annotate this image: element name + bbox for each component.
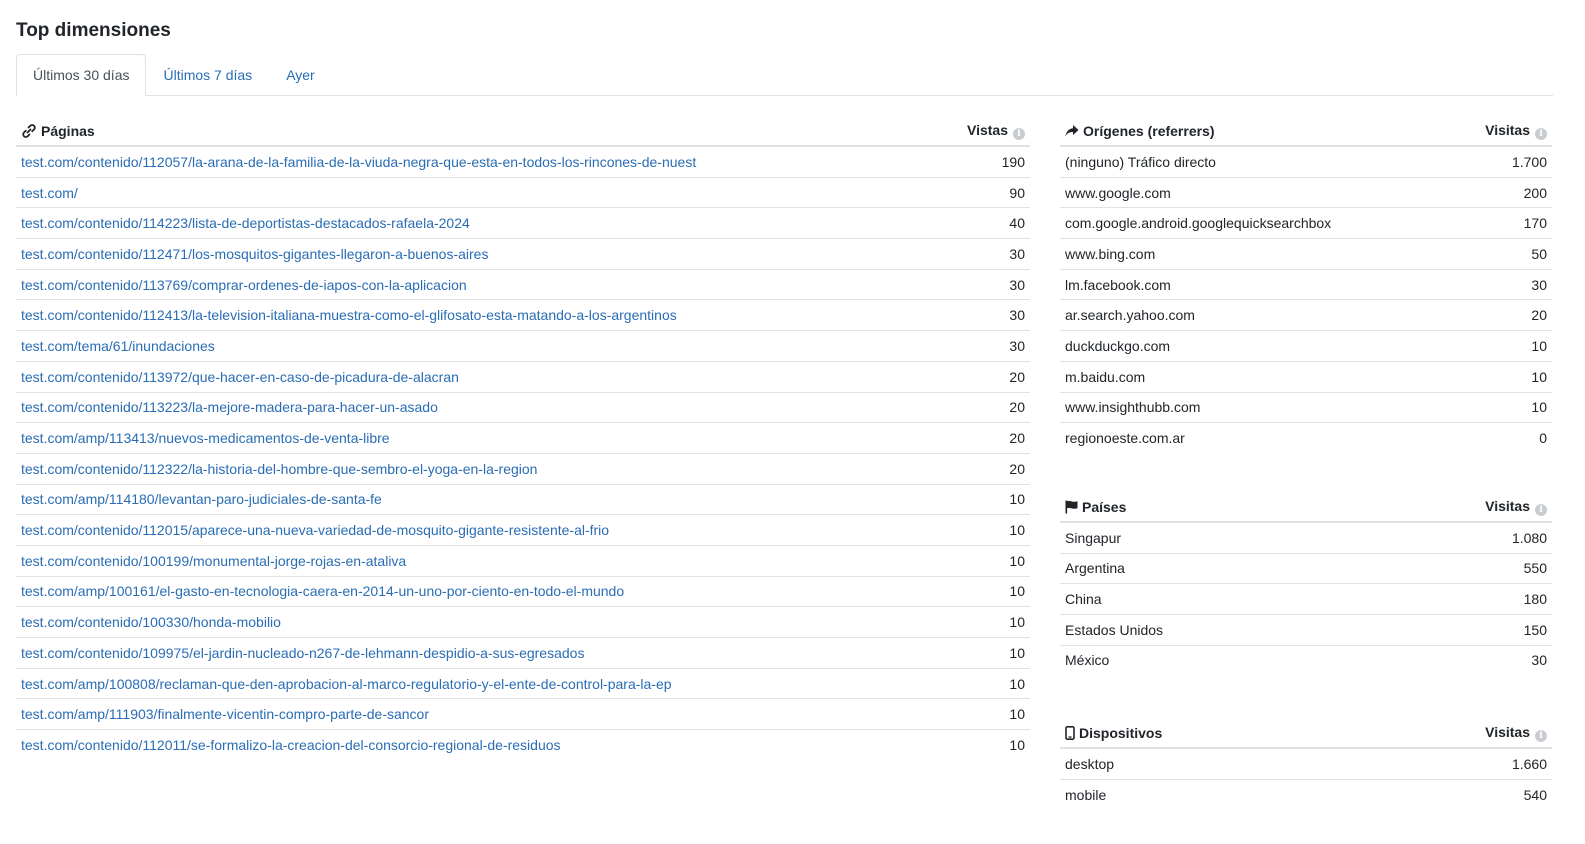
referrer-row-label: com.google.android.googlequicksearchbox <box>1065 215 1332 232</box>
referrer-row-value: 50 <box>1450 239 1552 270</box>
page-row-label-cell <box>16 668 938 699</box>
page-row-value: 10 <box>1009 736 1025 753</box>
devices-table-body <box>1060 748 1552 809</box>
page-row-label-cell <box>16 392 938 423</box>
mobile-icon <box>1065 726 1075 740</box>
referrers-section <box>1060 117 1552 453</box>
device-row-label: mobile <box>1065 786 1107 803</box>
info-icon[interactable]: i <box>1535 128 1547 140</box>
country-row-label: Singapur <box>1065 529 1122 546</box>
page-row-value: 30 <box>938 300 1030 331</box>
page-link[interactable]: test.com/tema/61/inundaciones <box>21 337 215 354</box>
referrer-row-label-cell <box>1060 331 1450 362</box>
country-row <box>1060 614 1552 645</box>
countries-metric-label: Visitas <box>1485 497 1530 514</box>
page-link[interactable]: test.com/contenido/100199/monumental-jorge-rojas-en-ataliva <box>21 552 407 569</box>
referrer-row-value: 10 <box>1450 392 1552 423</box>
countries-section <box>1060 493 1552 675</box>
tab-last-30-days[interactable]: Últimos 30 días <box>16 54 146 96</box>
info-icon[interactable]: i <box>1535 504 1547 516</box>
country-row-label-cell <box>1060 645 1355 675</box>
page-row-label-cell <box>16 331 938 362</box>
page-link[interactable]: test.com/contenido/114223/lista-de-deportistas-destacados-rafaela-2024 <box>21 215 470 232</box>
info-icon[interactable]: i <box>1535 730 1547 742</box>
page-link[interactable]: test.com/contenido/112011/se-formalizo-la-creacion-del-consorcio-regional-de-residuos <box>21 736 561 753</box>
page-row-label-cell <box>16 484 938 515</box>
page-row <box>16 453 1030 484</box>
page-row <box>16 146 1030 177</box>
page-row-label-cell <box>16 453 938 484</box>
page-row <box>16 423 1030 454</box>
page-link[interactable]: test.com/contenido/112057/la-arana-de-la-familia-de-la-viuda-negra-que-esta-en-todos-los-rincones-de-nuest <box>21 153 697 170</box>
page-link[interactable]: test.com/contenido/112015/aparece-una-nueva-variedad-de-mosquito-gigante-resistente-al-frio <box>21 522 610 539</box>
page-row <box>16 730 1030 760</box>
referrer-row-value: 10 <box>1450 361 1552 392</box>
page-row <box>16 484 1030 515</box>
country-row-label-cell <box>1060 584 1355 615</box>
countries-metric-header <box>1355 493 1552 522</box>
right-column <box>1060 117 1552 810</box>
page-row-label-cell <box>16 300 938 331</box>
device-row-label-cell <box>1060 780 1355 810</box>
page-link[interactable]: test.com/contenido/113972/que-hacer-en-caso-de-picadura-de-alacran <box>21 368 459 385</box>
page-row-value: 10 <box>938 699 1030 730</box>
page-link[interactable]: test.com/contenido/112322/la-historia-del-hombre-que-sembro-el-yoga-en-la-region <box>21 460 538 477</box>
flag-icon <box>1065 500 1078 514</box>
referrer-row-value: 170 <box>1450 208 1552 239</box>
page-row-label-cell <box>16 730 938 760</box>
country-row-label-cell <box>1060 522 1355 553</box>
country-row <box>1060 522 1552 553</box>
referrer-row <box>1060 239 1552 270</box>
page-row-label-cell <box>16 423 938 454</box>
page-link[interactable]: test.com/amp/113413/nuevos-medicamentos-de-venta-libre <box>21 430 390 447</box>
referrer-row-label: www.google.com <box>1065 184 1171 201</box>
country-row-value: 30 <box>1531 652 1547 669</box>
page-row-value: 90 <box>938 177 1030 208</box>
pages-metric-header <box>938 117 1030 146</box>
page-row <box>16 208 1030 239</box>
page-row-value: 30 <box>938 269 1030 300</box>
country-row-label: Argentina <box>1065 560 1125 577</box>
referrer-row <box>1060 208 1552 239</box>
referrer-row <box>1060 392 1552 423</box>
country-row-label: Estados Unidos <box>1065 621 1164 638</box>
referrer-row-value: 200 <box>1450 177 1552 208</box>
referrers-metric-label: Visitas <box>1485 122 1530 138</box>
referrer-row-label: www.insighthubb.com <box>1065 399 1201 416</box>
device-row <box>1060 748 1552 779</box>
page-row <box>16 300 1030 331</box>
page-row-label-cell <box>16 146 938 177</box>
page-row <box>16 576 1030 607</box>
referrer-row-value: 10 <box>1450 331 1552 362</box>
country-row-label-cell <box>1060 614 1355 645</box>
referrer-row-label: (ninguno) Tráfico directo <box>1065 153 1216 170</box>
countries-header-label: Países <box>1082 498 1127 515</box>
page-row-value: 20 <box>938 453 1030 484</box>
referrer-row-label-cell <box>1060 300 1450 331</box>
page-link[interactable]: test.com/contenido/100330/honda-mobilio <box>21 614 281 631</box>
pages-metric-label: Vistas <box>967 122 1008 138</box>
period-tabs <box>16 54 1553 96</box>
referrer-row-label-cell <box>1060 208 1450 239</box>
referrer-row-label-cell <box>1060 146 1450 177</box>
page-row-label-cell <box>16 239 938 270</box>
device-row-value: 1.660 <box>1355 748 1552 779</box>
referrer-row-value: 1.700 <box>1450 146 1552 177</box>
pages-header <box>16 117 938 146</box>
referrer-row-label-cell <box>1060 392 1450 423</box>
link-icon <box>21 124 37 138</box>
referrers-table-body <box>1060 146 1552 453</box>
page-row-label-cell <box>16 269 938 300</box>
page-link[interactable]: test.com/contenido/113769/comprar-ordenes-de-iapos-con-la-aplicacion <box>21 276 467 293</box>
page-row-label-cell <box>16 177 938 208</box>
referrer-row-value: 20 <box>1450 300 1552 331</box>
page-row-label-cell <box>16 545 938 576</box>
page-link[interactable]: test.com/contenido/112471/los-mosquitos-gigantes-llegaron-a-buenos-aires <box>21 245 489 262</box>
page-row-value: 30 <box>938 239 1030 270</box>
page-row-label-cell <box>16 208 938 239</box>
devices-header-label: Dispositivos <box>1079 725 1163 742</box>
share-arrow-icon <box>1065 124 1079 138</box>
referrers-table <box>1060 117 1552 453</box>
device-row-label: desktop <box>1065 756 1115 773</box>
pages-section <box>16 117 1030 810</box>
country-row-value: 550 <box>1355 553 1552 584</box>
referrer-row-label: m.baidu.com <box>1065 368 1146 385</box>
page-link[interactable]: test.com/ <box>21 184 78 201</box>
devices-metric-label: Visitas <box>1485 724 1530 741</box>
country-row-value: 1.080 <box>1355 522 1552 553</box>
device-row-value: 540 <box>1523 786 1547 803</box>
country-row-label-cell <box>1060 553 1355 584</box>
page-link[interactable]: test.com/amp/100161/el-gasto-en-tecnologia-caera-en-2014-un-uno-por-ciento-en-todo-el-mundo <box>21 583 625 600</box>
page-link[interactable]: test.com/amp/114180/levantan-paro-judiciales-de-santa-fe <box>21 491 382 508</box>
page-row-value: 10 <box>938 638 1030 669</box>
page-row-value: 10 <box>938 484 1030 515</box>
page-row <box>16 361 1030 392</box>
device-row-label-cell <box>1060 748 1355 779</box>
page-row-value: 10 <box>938 576 1030 607</box>
page-row-label-cell <box>16 576 938 607</box>
page-row-label-cell <box>16 638 938 669</box>
devices-section <box>1060 719 1552 809</box>
page-row-value: 20 <box>938 361 1030 392</box>
referrers-metric-header <box>1450 117 1552 146</box>
referrer-row <box>1060 177 1552 208</box>
page-row-value: 10 <box>938 668 1030 699</box>
devices-metric-header <box>1355 719 1552 748</box>
page-row <box>16 638 1030 669</box>
page-row-label-cell <box>16 699 938 730</box>
country-row <box>1060 645 1552 675</box>
referrer-row-label-cell <box>1060 423 1450 453</box>
page-link[interactable]: test.com/contenido/109975/el-jardin-nucleado-n267-de-lehmann-despidio-a-sus-egresados <box>21 644 585 661</box>
page-row-label-cell <box>16 361 938 392</box>
referrer-row-label: regionoeste.com.ar <box>1065 430 1185 447</box>
page-row <box>16 239 1030 270</box>
country-row <box>1060 584 1552 615</box>
tab-yesterday[interactable]: Ayer <box>286 67 315 83</box>
country-row <box>1060 553 1552 584</box>
referrer-row <box>1060 146 1552 177</box>
pages-table-body <box>16 146 1030 760</box>
referrers-header-label: Orígenes (referrers) <box>1083 123 1215 139</box>
pages-header-label: Páginas <box>41 123 95 139</box>
country-row-value: 150 <box>1355 614 1552 645</box>
page-row <box>16 668 1030 699</box>
page-row-label-cell <box>16 515 938 546</box>
referrer-row <box>1060 423 1552 453</box>
referrer-row-label: ar.search.yahoo.com <box>1065 307 1195 324</box>
page-row <box>16 515 1030 546</box>
page-row-value: 30 <box>938 331 1030 362</box>
info-icon[interactable]: i <box>1013 128 1025 140</box>
referrer-row-label: www.bing.com <box>1065 245 1156 262</box>
page-row <box>16 269 1030 300</box>
country-row-value: 180 <box>1355 584 1552 615</box>
page-row <box>16 607 1030 638</box>
referrer-row-label-cell <box>1060 361 1450 392</box>
page-row <box>16 545 1030 576</box>
referrer-row-label-cell <box>1060 177 1450 208</box>
country-row-label: México <box>1065 652 1110 669</box>
country-row-label: China <box>1065 591 1102 608</box>
page-link[interactable]: test.com/contenido/112413/la-television-italiana-muestra-como-el-glifosato-esta-matando-a-los-argentinos <box>21 307 677 324</box>
page-row-value: 10 <box>938 515 1030 546</box>
page-link[interactable]: test.com/amp/100808/reclaman-que-den-aprobacion-al-marco-regulatorio-y-el-ente-de-control-para-la-ep <box>21 675 672 692</box>
page-row <box>16 177 1030 208</box>
devices-header <box>1060 719 1355 748</box>
referrer-row-value: 0 <box>1539 430 1547 447</box>
referrer-row-label: lm.facebook.com <box>1065 276 1171 293</box>
referrer-row-label: duckduckgo.com <box>1065 337 1171 354</box>
page-row <box>16 331 1030 362</box>
tab-last-7-days[interactable]: Últimos 7 días <box>163 67 253 83</box>
countries-header <box>1060 493 1355 522</box>
page-row <box>16 699 1030 730</box>
page-row-value: 20 <box>938 392 1030 423</box>
referrer-row <box>1060 331 1552 362</box>
page-title: Top dimensiones <box>16 20 171 41</box>
countries-table-body <box>1060 522 1552 675</box>
referrers-header <box>1060 117 1450 146</box>
page-row-value: 40 <box>938 208 1030 239</box>
devices-table <box>1060 719 1552 809</box>
device-row <box>1060 780 1552 810</box>
page-row-value: 190 <box>938 146 1030 177</box>
page-row-value: 10 <box>938 607 1030 638</box>
page-row <box>16 392 1030 423</box>
page-link[interactable]: test.com/contenido/113223/la-mejore-madera-para-hacer-un-asado <box>21 399 438 416</box>
page-row-label-cell <box>16 607 938 638</box>
pages-table <box>16 117 1030 760</box>
referrer-row-label-cell <box>1060 269 1450 300</box>
page-link[interactable]: test.com/amp/111903/finalmente-vicentin-compro-parte-de-sancor <box>21 706 430 723</box>
referrer-row-label-cell <box>1060 239 1450 270</box>
page-row-value: 20 <box>938 423 1030 454</box>
countries-table <box>1060 493 1552 675</box>
referrer-row <box>1060 269 1552 300</box>
referrer-row <box>1060 361 1552 392</box>
referrer-row <box>1060 300 1552 331</box>
page-row-value: 10 <box>938 545 1030 576</box>
referrer-row-value: 30 <box>1450 269 1552 300</box>
